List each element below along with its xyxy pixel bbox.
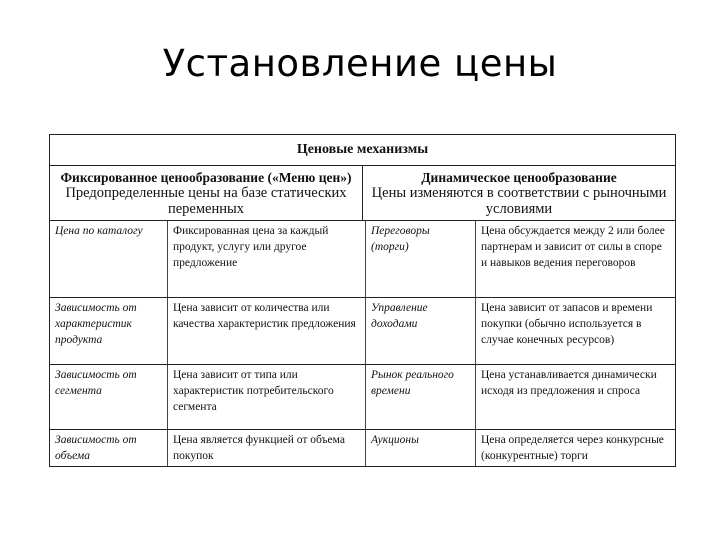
table-row: [50, 365, 675, 430]
table-row: [50, 430, 675, 466]
fixed-pricing-title: Фиксированное ценообразование («Меню цен»): [60, 170, 352, 185]
fixed-term-cell: Зависимость от сегмента: [55, 369, 137, 397]
dynamic-desc-cell: Цена зависит от запасов и времени покупки (обычно используется в случае конечных ресурсов): [475, 298, 674, 364]
dynamic-desc-cell: Цена определяется через конкурсные (конкурентные) торги: [475, 430, 674, 466]
fixed-desc-cell: Цена является функцией от объема покупок: [167, 430, 365, 466]
dynamic-pricing-title: Динамическое ценообразование: [421, 170, 617, 185]
fixed-term-cell: Цена по каталогу: [55, 225, 143, 237]
fixed-term-cell: Зависимость от объема: [55, 434, 137, 462]
dynamic-term-cell: Аукционы: [365, 430, 475, 466]
table-header: Ценовые механизмы: [50, 135, 675, 166]
dynamic-term-cell: Переговоры (торги): [365, 221, 475, 297]
fixed-desc-cell: Цена зависит от типа или характеристик потребительского сегмента: [167, 365, 365, 429]
fixed-term-cell: Зависимость от характеристик продукта: [55, 302, 137, 346]
fixed-desc-cell: Фиксированная цена за каждый продукт, услугу или другое предложение: [167, 221, 365, 297]
fixed-pricing-header: [50, 166, 362, 220]
dynamic-pricing-header: [362, 166, 675, 220]
slide-title: Установление цены: [162, 42, 558, 85]
fixed-desc-cell: Цена зависит от количества или качества характеристик предложения: [167, 298, 365, 364]
dynamic-term-cell: Управление доходами: [365, 298, 475, 364]
table-row: [50, 298, 675, 365]
table-row: [50, 221, 675, 298]
dynamic-desc-cell: Цена обсуждается между 2 или более партнерам и зависит от силы в споре и навыков ведения переговоров: [475, 221, 674, 297]
dynamic-desc-cell: Цена устанавливается динамически исходя из предложения и спроса: [475, 365, 674, 429]
fixed-pricing-subtitle: Предопределенные цены на базе статических переменных: [65, 185, 347, 217]
pricing-mechanisms-table: [49, 134, 676, 467]
table-section-headers: [50, 166, 675, 221]
dynamic-pricing-subtitle: Цены изменяются в соответствии с рыночными условиями: [371, 185, 667, 217]
dynamic-term-cell: Рынок реального времени: [365, 365, 475, 429]
